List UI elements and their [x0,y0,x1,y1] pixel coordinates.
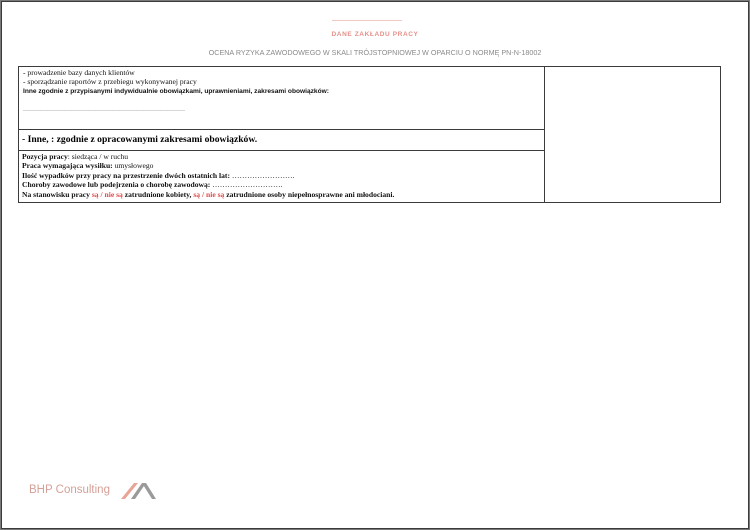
other-duties-label: Inne zgodnie z przypisanymi indywidualnie obowiązkami, uprawnieniami, zakresami obowiązków: [23,87,329,95]
logo-text: BHP Consulting [29,484,110,496]
bhp-consulting-logo [29,480,157,502]
accidents-line [22,171,541,180]
employment-line [22,190,541,199]
employment-part1: Na stanowisku pracy [22,189,92,199]
duty-item: - sporządzanie raportów z przebiegu wykonywanej pracy [23,77,197,87]
company-title: DANE ZAKŁADU PRACY [331,31,419,38]
accidents-value: ……………………. [229,170,295,180]
position-label: Pozycja pracy [22,152,68,161]
header-dots: —————————— [332,17,402,24]
position-value: : siedząca / w ruchu [67,152,129,161]
diseases-line [22,180,541,189]
other-heading-cell [19,130,545,151]
duty-item: - prowadzenie bazy danych klientów [23,68,135,77]
right-column-cell [545,67,721,203]
document-subtitle: OCENA RYZYKA ZAWODOWEGO W SKALI TRÓJSTOPNIOWEJ W OPARCIU O NORMĘ PN-N-18002 [208,48,542,57]
diseases-value: ………………………. [210,180,283,190]
accidents-label: Ilość wypadków przy pracy na przestrzenie dwóch ostatnich lat: [22,170,230,180]
logo-roof-icon [121,480,157,500]
risk-table [18,66,721,203]
effort-label: Praca wymagająca wysiłku: [22,161,113,171]
duties-cell [19,67,545,130]
effort-value: umysłowego [112,161,154,171]
effort-line [22,161,541,170]
employment-part3: zatrudnione osoby niepełnosprawne ani młodociani. [224,189,395,199]
employment-choice-disabled: są / nie są [193,189,225,199]
document-page [1,1,749,529]
position-line [22,152,541,161]
employment-choice-women: są / nie są [91,189,123,199]
other-heading: - Inne, : zgodnie z opracowanymi zakresami obowiązków. [22,134,258,145]
dotted-placeholder: ……………………………………………………………………… [23,107,185,114]
diseases-label: Choroby zawodowe lub podejrzenia o chorobę zawodową: [22,180,211,190]
work-conditions-cell [19,151,545,203]
employment-part2: zatrudnione kobiety, [122,189,194,199]
